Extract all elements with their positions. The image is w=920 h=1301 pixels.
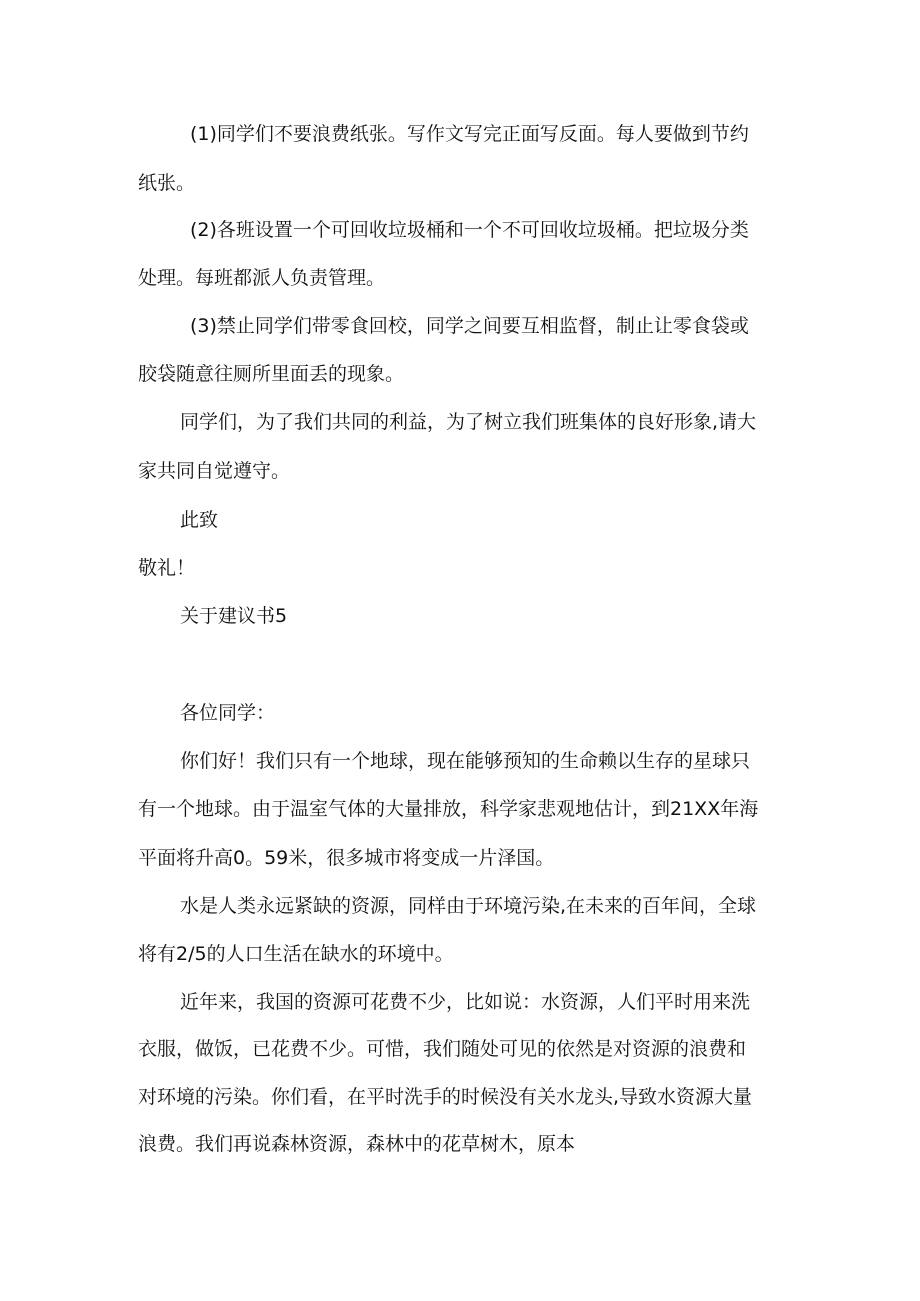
item-1-line-1: (1)同学们不要浪费纸张。写作文写完正面写反面。每人要做到节约 — [190, 123, 749, 145]
paragraph-1-line-3: 平面将升高0。59米，很多城市将变成一片泽国。 — [138, 847, 555, 869]
paragraph-3-line-4: 浪费。我们再说森林资源，森林中的花草树木，原本 — [138, 1133, 576, 1155]
paragraph-3-line-1: 近年来，我国的资源可花费不少，比如说：水资源，人们平时用来洗 — [180, 991, 751, 1013]
item-1-line-2: 纸张。 — [138, 172, 196, 194]
section-title: 关于建议书5 — [180, 605, 288, 627]
item-2-line-1: (2)各班设置一个可回收垃圾桶和一个不可回收垃圾桶。把垃圾分类 — [190, 219, 749, 241]
paragraph-3-line-2: 衣服，做饭，已花费不少。可惜，我们随处可见的依然是对资源的浪费和 — [138, 1038, 747, 1060]
paragraph-3-line-3: 对环境的污染。你们看，在平时洗手的时候没有关水龙头,导致水资源大量 — [138, 1086, 753, 1108]
salutation: 各位同学： — [180, 702, 276, 724]
paragraph-1-line-1: 你们好！我们只有一个地球，现在能够预知的生命赖以生存的星球只 — [180, 750, 751, 772]
paragraph-2-line-2: 将有2/5的人口生活在缺水的环境中。 — [138, 943, 454, 965]
appeal-line-1: 同学们，为了我们共同的利益，为了树立我们班集体的良好形象,请大 — [180, 411, 757, 433]
paragraph-2-line-1: 水是人类永远紧缺的资源，同样由于环境污染,在未来的百年间，全球 — [180, 895, 757, 917]
closing-salute: 敬礼！ — [138, 557, 196, 579]
paragraph-1-line-2: 有一个地球。由于温室气体的大量排放，科学家悲观地估计，到21XX年海 — [138, 798, 759, 820]
appeal-line-2: 家共同自觉遵守。 — [138, 460, 291, 482]
closing-greeting: 此致 — [180, 509, 219, 531]
item-2-line-2: 处理。每班都派人负责管理。 — [138, 267, 386, 289]
item-3-line-1: (3)禁止同学们带零食回校，同学之间要互相监督，制止让零食袋或 — [190, 315, 749, 337]
item-3-line-2: 胶袋随意往厕所里面丢的现象。 — [138, 363, 405, 385]
